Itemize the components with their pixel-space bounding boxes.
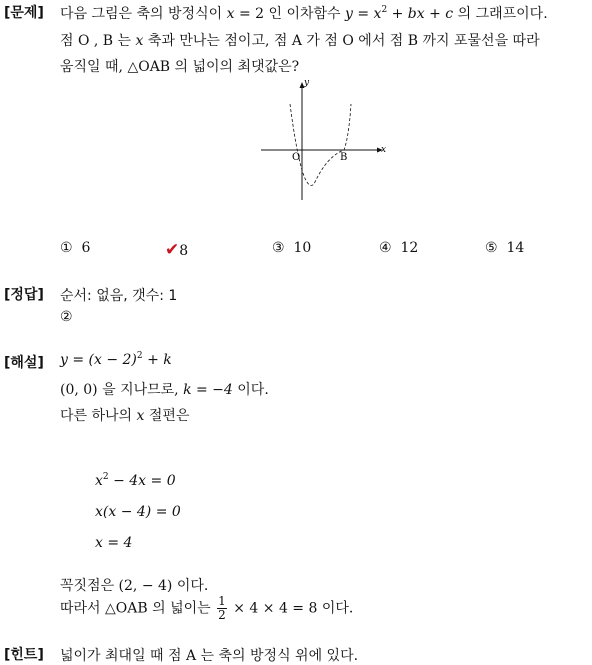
choice-5[interactable]: ⑤ 14	[485, 240, 525, 256]
choice-2[interactable]: ✔8	[165, 240, 189, 260]
hint-label: [힌트]	[4, 647, 44, 663]
hint-text: 넓이가 최대일 때 점 A 는 축의 방정식 위에 있다.	[60, 648, 359, 664]
problem-label: [문제]	[4, 5, 44, 21]
problem-line-3: 움직일 때, △OAB 의 넓이의 최댓값은?	[60, 59, 300, 75]
y-axis-label: y	[304, 78, 310, 88]
choice-1[interactable]: ① 6	[60, 240, 91, 256]
explanation-line-3: 다른 하나의 x 절편은	[60, 408, 190, 424]
parabola-curve	[290, 104, 351, 185]
problem-line-1: 다음 그림은 축의 방정식이 x = 2 인 이차함수 $y = x^2$ + bx + c 의 그래프이다.	[60, 5, 548, 22]
equation-3: x = 4	[95, 535, 133, 551]
x-axis-label: x	[381, 145, 387, 155]
parabola-graph	[255, 76, 395, 204]
explanation-label: [해설]	[4, 355, 44, 371]
fraction-half: $\frac{1}{2}$	[218, 594, 226, 622]
choice-3[interactable]: ③ 10	[272, 240, 312, 256]
answer-line-1: 순서: 없음, 갯수: 1	[60, 288, 178, 304]
explanation-line-4: 꼭짓점은 (2, − 4) 이다.	[60, 578, 209, 594]
problem-line-2: 점 O , B 는 x 축과 만나는 점이고, 점 A 가 점 O 에서 점 B 까지 포물선을 따라	[60, 33, 540, 49]
answer-label: [정답]	[4, 287, 44, 303]
origin-label: O	[292, 152, 301, 163]
choice-4[interactable]: ④ 12	[379, 240, 419, 256]
equation-1: $x^2 - 4x = 0$	[95, 472, 176, 489]
equation-2: x(x − 4) = 0	[95, 504, 181, 520]
explanation-line-5: 따라서 △OAB 의 넓이는 $\frac{1}{2}$ × 4 × 4 = 8 이다.	[60, 594, 354, 622]
explanation-line-2: (0, 0) 을 지나므로, k = −4 이다.	[60, 382, 269, 398]
check-icon: ✔	[165, 240, 180, 260]
point-b-label: B	[340, 152, 348, 163]
answer-line-2: ②	[60, 309, 73, 325]
explanation-line-1: $y = (x - 2)^2 + k$	[60, 351, 172, 368]
